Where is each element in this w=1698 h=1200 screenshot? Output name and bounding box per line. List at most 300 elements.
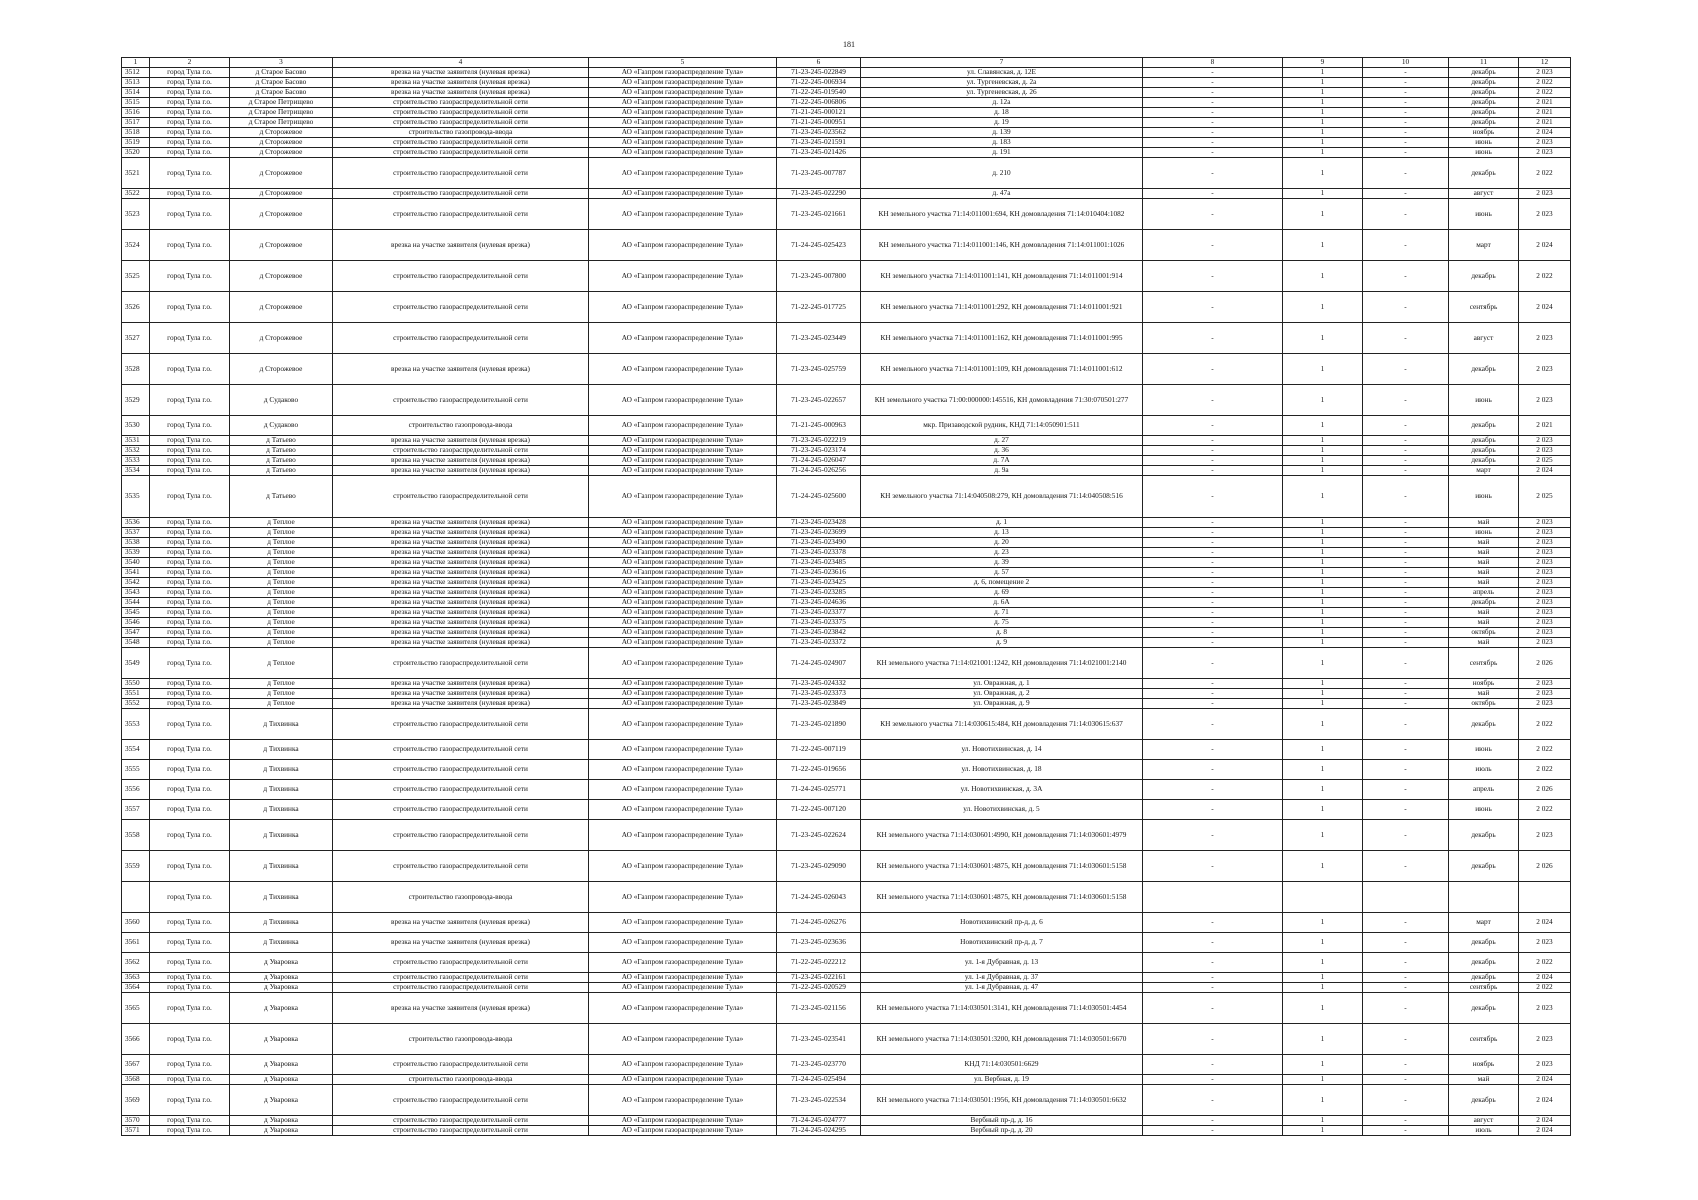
municipality-cell: город Тула г.о. [150, 568, 230, 578]
municipality-cell: город Тула г.о. [150, 466, 230, 476]
cell-8-cell: - [1143, 760, 1283, 780]
row-number-cell: 3550 [122, 679, 150, 689]
table-row [122, 913, 1571, 933]
row-number-cell: 3557 [122, 800, 150, 820]
year-cell: 2 022 [1519, 78, 1571, 88]
municipality-cell: город Тула г.о. [150, 138, 230, 148]
work-type-cell: врезка на участке заявителя (нулевая врезка) [333, 354, 589, 385]
organization-cell: АО «Газпром газораспределение Тула» [589, 108, 777, 118]
settlement-cell: д Теплое [230, 638, 333, 648]
column-header: 4 [333, 58, 589, 68]
cell-10-cell: - [1363, 385, 1449, 416]
organization-cell: АО «Газпром газораспределение Тула» [589, 760, 777, 780]
year-cell: 2 026 [1519, 851, 1571, 882]
municipality-cell: город Тула г.о. [150, 446, 230, 456]
cell-8-cell: - [1143, 993, 1283, 1024]
address-cell: мкр. Призаводской рудник, КНД 71:14:050901:511 [861, 416, 1143, 436]
work-type-cell: строительство газораспределительной сети [333, 98, 589, 108]
row-number-cell: 3552 [122, 699, 150, 709]
work-type-cell: строительство газопровода-ввода [333, 1024, 589, 1055]
work-type-cell: строительство газораспределительной сети [333, 108, 589, 118]
row-number-cell: 3537 [122, 528, 150, 538]
municipality-cell: город Тула г.о. [150, 648, 230, 679]
cell-9-cell: 1 [1283, 558, 1363, 568]
cell-8-cell: - [1143, 68, 1283, 78]
month-cell: октябрь [1449, 699, 1519, 709]
cell-10-cell: - [1363, 780, 1449, 800]
year-cell: 2 023 [1519, 679, 1571, 689]
year-cell: 2 025 [1519, 476, 1571, 518]
row-number-cell [122, 882, 150, 913]
application-number-cell: 71-23-245-023373 [777, 689, 861, 699]
cell-8-cell: - [1143, 983, 1283, 993]
cell-10-cell: - [1363, 528, 1449, 538]
municipality-cell: город Тула г.о. [150, 323, 230, 354]
row-number-cell: 3556 [122, 780, 150, 800]
table-row [122, 108, 1571, 118]
table-row [122, 953, 1571, 973]
cell-9-cell: 1 [1283, 416, 1363, 436]
cell-8-cell: - [1143, 118, 1283, 128]
cell-8-cell: - [1143, 292, 1283, 323]
settlement-cell: д Теплое [230, 608, 333, 618]
application-number-cell: 71-23-245-023849 [777, 699, 861, 709]
organization-cell: АО «Газпром газораспределение Тула» [589, 973, 777, 983]
row-number-cell: 3524 [122, 230, 150, 261]
address-cell: КН земельного участка 71:14:030615:484, КН домовладения 71:14:030615:637 [861, 709, 1143, 740]
municipality-cell: город Тула г.о. [150, 456, 230, 466]
table-row [122, 158, 1571, 189]
row-number-cell: 3543 [122, 588, 150, 598]
month-cell: август [1449, 1116, 1519, 1126]
year-cell: 2 023 [1519, 608, 1571, 618]
row-number-cell: 3525 [122, 261, 150, 292]
municipality-cell: город Тула г.о. [150, 88, 230, 98]
cell-10-cell: - [1363, 416, 1449, 436]
cell-8-cell: - [1143, 780, 1283, 800]
organization-cell: АО «Газпром газораспределение Тула» [589, 1055, 777, 1075]
table-row [122, 851, 1571, 882]
cell-9-cell: 1 [1283, 913, 1363, 933]
month-cell: декабрь [1449, 851, 1519, 882]
year-cell: 2 023 [1519, 568, 1571, 578]
cell-10-cell: - [1363, 1024, 1449, 1055]
year-cell: 2 023 [1519, 578, 1571, 588]
row-number-cell: 3533 [122, 456, 150, 466]
application-number-cell: 71-23-245-023378 [777, 548, 861, 558]
address-cell: д. 191 [861, 148, 1143, 158]
row-number-cell: 3514 [122, 88, 150, 98]
application-number-cell: 71-23-245-025759 [777, 354, 861, 385]
settlement-cell: д Тихвинка [230, 800, 333, 820]
municipality-cell: город Тула г.о. [150, 230, 230, 261]
cell-8-cell: - [1143, 851, 1283, 882]
year-cell: 2 022 [1519, 953, 1571, 973]
address-cell: КН земельного участка 71:14:030601:4875, КН домовладения 71:14:030601:5158 [861, 882, 1143, 913]
municipality-cell: город Тула г.о. [150, 598, 230, 608]
cell-9-cell: 1 [1283, 68, 1363, 78]
address-cell: д. 9а [861, 466, 1143, 476]
month-cell: декабрь [1449, 446, 1519, 456]
table-row [122, 973, 1571, 983]
organization-cell: АО «Газпром газораспределение Тула» [589, 88, 777, 98]
address-cell: Вербный пр-д, д. 20 [861, 1126, 1143, 1136]
work-type-cell: врезка на участке заявителя (нулевая врезка) [333, 78, 589, 88]
municipality-cell: город Тула г.о. [150, 199, 230, 230]
month-cell: сентябрь [1449, 983, 1519, 993]
cell-8-cell: - [1143, 973, 1283, 983]
settlement-cell: д Тихвинка [230, 760, 333, 780]
cell-9-cell: 1 [1283, 568, 1363, 578]
cell-10-cell: - [1363, 740, 1449, 760]
year-cell: 2 024 [1519, 1126, 1571, 1136]
address-cell: д. 6, помещение 2 [861, 578, 1143, 588]
address-cell: КН земельного участка 71:14:011001:146, КН домовладения 71:14:011001:1026 [861, 230, 1143, 261]
settlement-cell: д Теплое [230, 588, 333, 598]
table-row [122, 98, 1571, 108]
municipality-cell: город Тула г.о. [150, 1075, 230, 1085]
column-number-header-row [122, 58, 1571, 68]
address-cell: ул. Тургеневская, д. 2а [861, 78, 1143, 88]
address-cell: д. 18 [861, 108, 1143, 118]
address-cell: д. 19 [861, 118, 1143, 128]
table-row [122, 993, 1571, 1024]
cell-10-cell: - [1363, 354, 1449, 385]
organization-cell: АО «Газпром газораспределение Тула» [589, 528, 777, 538]
settlement-cell: д Тихвинка [230, 851, 333, 882]
row-number-cell: 3528 [122, 354, 150, 385]
address-cell: КН земельного участка 71:14:011001:162, КН домовладения 71:14:011001:995 [861, 323, 1143, 354]
table-row [122, 628, 1571, 638]
cell-9-cell: 1 [1283, 820, 1363, 851]
application-number-cell: 71-23-245-022657 [777, 385, 861, 416]
month-cell: декабрь [1449, 78, 1519, 88]
work-type-cell: врезка на участке заявителя (нулевая врезка) [333, 538, 589, 548]
cell-9-cell: 1 [1283, 476, 1363, 518]
row-number-cell: 3540 [122, 558, 150, 568]
row-number-cell: 3570 [122, 1116, 150, 1126]
settlement-cell: д Уваровка [230, 1116, 333, 1126]
work-type-cell: врезка на участке заявителя (нулевая врезка) [333, 436, 589, 446]
organization-cell: АО «Газпром газораспределение Тула» [589, 98, 777, 108]
municipality-cell: город Тула г.о. [150, 983, 230, 993]
settlement-cell: д Теплое [230, 689, 333, 699]
work-type-cell: строительство газораспределительной сети [333, 1055, 589, 1075]
settlement-cell: д Уваровка [230, 1126, 333, 1136]
table-row [122, 466, 1571, 476]
table-row [122, 118, 1571, 128]
table-row [122, 740, 1571, 760]
cell-10-cell: - [1363, 679, 1449, 689]
cell-8-cell: - [1143, 456, 1283, 466]
cell-10-cell: - [1363, 158, 1449, 189]
settlement-cell: д Татьево [230, 476, 333, 518]
cell-9-cell: 1 [1283, 548, 1363, 558]
municipality-cell: город Тула г.о. [150, 118, 230, 128]
cell-8-cell: - [1143, 189, 1283, 199]
month-cell: август [1449, 323, 1519, 354]
cell-10-cell: - [1363, 1055, 1449, 1075]
settlement-cell: д Сторожевое [230, 158, 333, 189]
month-cell: декабрь [1449, 709, 1519, 740]
settlement-cell: д Тихвинка [230, 740, 333, 760]
municipality-cell: город Тула г.о. [150, 1116, 230, 1126]
cell-10-cell: - [1363, 638, 1449, 648]
address-cell: д. 27 [861, 436, 1143, 446]
settlement-cell: д Тихвинка [230, 913, 333, 933]
month-cell: июнь [1449, 528, 1519, 538]
row-number-cell: 3515 [122, 98, 150, 108]
work-type-cell: врезка на участке заявителя (нулевая врезка) [333, 568, 589, 578]
month-cell: декабрь [1449, 1085, 1519, 1116]
municipality-cell: город Тула г.о. [150, 679, 230, 689]
municipality-cell: город Тула г.о. [150, 436, 230, 446]
cell-9-cell: 1 [1283, 638, 1363, 648]
application-number-cell: 71-22-245-007120 [777, 800, 861, 820]
settlement-cell: д Уваровка [230, 973, 333, 983]
work-type-cell: врезка на участке заявителя (нулевая врезка) [333, 68, 589, 78]
year-cell: 2 021 [1519, 98, 1571, 108]
year-cell: 2 023 [1519, 385, 1571, 416]
work-type-cell: врезка на участке заявителя (нулевая врезка) [333, 230, 589, 261]
cell-10-cell: - [1363, 709, 1449, 740]
organization-cell: АО «Газпром газораспределение Тула» [589, 68, 777, 78]
month-cell: декабрь [1449, 456, 1519, 466]
application-number-cell: 71-23-245-023485 [777, 558, 861, 568]
cell-9-cell: 1 [1283, 88, 1363, 98]
cell-9-cell: 1 [1283, 118, 1363, 128]
cell-10-cell: - [1363, 993, 1449, 1024]
year-cell: 2 023 [1519, 148, 1571, 158]
municipality-cell: город Тула г.о. [150, 608, 230, 618]
application-number-cell: 71-24-245-025771 [777, 780, 861, 800]
month-cell: декабрь [1449, 68, 1519, 78]
cell-8-cell: - [1143, 598, 1283, 608]
row-number-cell: 3555 [122, 760, 150, 780]
cell-8-cell: - [1143, 740, 1283, 760]
cell-10-cell: - [1363, 800, 1449, 820]
work-type-cell: врезка на участке заявителя (нулевая врезка) [333, 679, 589, 689]
cell-10-cell: - [1363, 538, 1449, 548]
cell-9-cell: 1 [1283, 983, 1363, 993]
month-cell: декабрь [1449, 118, 1519, 128]
year-cell: 2 023 [1519, 138, 1571, 148]
cell-8-cell [1143, 882, 1283, 913]
cell-10-cell: - [1363, 323, 1449, 354]
organization-cell: АО «Газпром газораспределение Тула» [589, 476, 777, 518]
cell-9-cell: 1 [1283, 608, 1363, 618]
municipality-cell: город Тула г.о. [150, 385, 230, 416]
row-number-cell: 3561 [122, 933, 150, 953]
application-number-cell: 71-24-245-024777 [777, 1116, 861, 1126]
month-cell: июнь [1449, 138, 1519, 148]
organization-cell: АО «Газпром газораспределение Тула» [589, 189, 777, 199]
address-cell: КН земельного участка 71:14:030601:4875, КН домовладения 71:14:030601:5158 [861, 851, 1143, 882]
work-type-cell: врезка на участке заявителя (нулевая врезка) [333, 558, 589, 568]
month-cell: декабрь [1449, 98, 1519, 108]
month-cell: июнь [1449, 476, 1519, 518]
cell-8-cell: - [1143, 528, 1283, 538]
application-number-cell: 71-24-245-025423 [777, 230, 861, 261]
table-row [122, 1116, 1571, 1126]
application-number-cell: 71-23-245-023449 [777, 323, 861, 354]
municipality-cell: город Тула г.о. [150, 108, 230, 118]
organization-cell: АО «Газпром газораспределение Тула» [589, 78, 777, 88]
table-row [122, 456, 1571, 466]
application-number-cell: 71-23-245-023616 [777, 568, 861, 578]
row-number-cell: 3530 [122, 416, 150, 436]
cell-8-cell: - [1143, 538, 1283, 548]
municipality-cell: город Тула г.о. [150, 709, 230, 740]
municipality-cell: город Тула г.о. [150, 882, 230, 913]
cell-9-cell: 1 [1283, 618, 1363, 628]
municipality-cell: город Тула г.о. [150, 618, 230, 628]
work-type-cell: строительство газораспределительной сети [333, 323, 589, 354]
row-number-cell: 3529 [122, 385, 150, 416]
cell-9-cell: 1 [1283, 108, 1363, 118]
municipality-cell: город Тула г.о. [150, 476, 230, 518]
work-type-cell: строительство газораспределительной сети [333, 973, 589, 983]
organization-cell: АО «Газпром газораспределение Тула» [589, 538, 777, 548]
cell-8-cell: - [1143, 1116, 1283, 1126]
address-cell: д. 69 [861, 588, 1143, 598]
settlement-cell: д Теплое [230, 528, 333, 538]
cell-9-cell: 1 [1283, 1055, 1363, 1075]
municipality-cell: город Тула г.о. [150, 800, 230, 820]
municipality-cell: город Тула г.о. [150, 148, 230, 158]
cell-10-cell: - [1363, 983, 1449, 993]
application-number-cell: 71-22-245-020529 [777, 983, 861, 993]
row-number-cell: 3521 [122, 158, 150, 189]
organization-cell: АО «Газпром газораспределение Тула» [589, 882, 777, 913]
address-cell: д. 210 [861, 158, 1143, 189]
cell-9-cell: 1 [1283, 851, 1363, 882]
settlement-cell: д Татьево [230, 466, 333, 476]
cell-9-cell: 1 [1283, 1116, 1363, 1126]
cell-9-cell: 1 [1283, 780, 1363, 800]
work-type-cell: врезка на участке заявителя (нулевая врезка) [333, 456, 589, 466]
application-number-cell: 71-23-245-007787 [777, 158, 861, 189]
row-number-cell: 3526 [122, 292, 150, 323]
cell-10-cell: - [1363, 1075, 1449, 1085]
application-number-cell: 71-23-245-021890 [777, 709, 861, 740]
table-row [122, 518, 1571, 528]
settlement-cell: д Сторожевое [230, 323, 333, 354]
organization-cell: АО «Газпром газораспределение Тула» [589, 446, 777, 456]
cell-10-cell: - [1363, 98, 1449, 108]
municipality-cell: город Тула г.о. [150, 851, 230, 882]
column-header: 3 [230, 58, 333, 68]
application-number-cell: 71-24-245-026047 [777, 456, 861, 466]
cell-8-cell: - [1143, 199, 1283, 230]
table-row [122, 588, 1571, 598]
cell-10-cell: - [1363, 689, 1449, 699]
table-row [122, 528, 1571, 538]
work-type-cell: строительство газораспределительной сети [333, 780, 589, 800]
organization-cell: АО «Газпром газораспределение Тула» [589, 578, 777, 588]
month-cell: июль [1449, 1126, 1519, 1136]
table-row [122, 933, 1571, 953]
address-cell: д. 75 [861, 618, 1143, 628]
row-number-cell: 3535 [122, 476, 150, 518]
cell-9-cell: 1 [1283, 628, 1363, 638]
address-cell: д. 183 [861, 138, 1143, 148]
work-type-cell: строительство газораспределительной сети [333, 118, 589, 128]
settlement-cell: д Сторожевое [230, 292, 333, 323]
organization-cell: АО «Газпром газораспределение Тула» [589, 648, 777, 679]
month-cell: декабрь [1449, 820, 1519, 851]
address-cell: КНД 71:14:030501:6629 [861, 1055, 1143, 1075]
organization-cell: АО «Газпром газораспределение Тула» [589, 148, 777, 158]
application-number-cell: 71-23-245-023377 [777, 608, 861, 618]
year-cell: 2 022 [1519, 800, 1571, 820]
settlement-cell: д Сторожевое [230, 148, 333, 158]
row-number-cell: 3553 [122, 709, 150, 740]
application-number-cell: 71-23-245-022219 [777, 436, 861, 446]
month-cell: июнь [1449, 800, 1519, 820]
application-number-cell: 71-23-245-021426 [777, 148, 861, 158]
address-cell: КН земельного участка 71:14:011001:109, КН домовладения 71:14:011001:612 [861, 354, 1143, 385]
application-number-cell: 71-24-245-025494 [777, 1075, 861, 1085]
organization-cell: АО «Газпром газораспределение Тула» [589, 983, 777, 993]
work-type-cell: врезка на участке заявителя (нулевая врезка) [333, 933, 589, 953]
work-type-cell: врезка на участке заявителя (нулевая врезка) [333, 588, 589, 598]
application-number-cell: 71-24-245-025600 [777, 476, 861, 518]
organization-cell: АО «Газпром газораспределение Тула» [589, 679, 777, 689]
application-number-cell: 71-23-245-023842 [777, 628, 861, 638]
organization-cell: АО «Газпром газораспределение Тула» [589, 416, 777, 436]
address-cell: д. 7А [861, 456, 1143, 466]
cell-9-cell: 1 [1283, 689, 1363, 699]
work-type-cell: врезка на участке заявителя (нулевая врезка) [333, 528, 589, 538]
address-cell: КН земельного участка 71:14:011001:694, КН домовладения 71:14:010404:1082 [861, 199, 1143, 230]
municipality-cell: город Тула г.о. [150, 933, 230, 953]
municipality-cell: город Тула г.о. [150, 78, 230, 88]
work-type-cell: строительство газораспределительной сети [333, 709, 589, 740]
row-number-cell: 3546 [122, 618, 150, 628]
address-cell: ул. Новотихвинская, д. 3А [861, 780, 1143, 800]
year-cell: 2 024 [1519, 1116, 1571, 1126]
application-number-cell: 71-23-245-022534 [777, 1085, 861, 1116]
organization-cell: АО «Газпром газораспределение Тула» [589, 933, 777, 953]
settlement-cell: д Сторожевое [230, 189, 333, 199]
cell-9-cell: 1 [1283, 436, 1363, 446]
year-cell: 2 021 [1519, 118, 1571, 128]
column-header: 5 [589, 58, 777, 68]
cell-9-cell: 1 [1283, 679, 1363, 689]
cell-8-cell: - [1143, 128, 1283, 138]
year-cell: 2 021 [1519, 108, 1571, 118]
month-cell: апрель [1449, 588, 1519, 598]
municipality-cell: город Тула г.о. [150, 780, 230, 800]
table-row [122, 436, 1571, 446]
year-cell: 2 023 [1519, 933, 1571, 953]
municipality-cell: город Тула г.о. [150, 416, 230, 436]
settlement-cell: д Уваровка [230, 993, 333, 1024]
cell-8-cell: - [1143, 1055, 1283, 1075]
settlement-cell: д Тихвинка [230, 780, 333, 800]
cell-10-cell: - [1363, 913, 1449, 933]
organization-cell: АО «Газпром газораспределение Тула» [589, 608, 777, 618]
municipality-cell: город Тула г.о. [150, 1024, 230, 1055]
month-cell: июнь [1449, 740, 1519, 760]
municipality-cell: город Тула г.о. [150, 578, 230, 588]
application-number-cell: 71-24-245-026276 [777, 913, 861, 933]
year-cell [1519, 882, 1571, 913]
application-number-cell: 71-24-245-024907 [777, 648, 861, 679]
cell-10-cell: - [1363, 568, 1449, 578]
organization-cell: АО «Газпром газораспределение Тула» [589, 518, 777, 528]
